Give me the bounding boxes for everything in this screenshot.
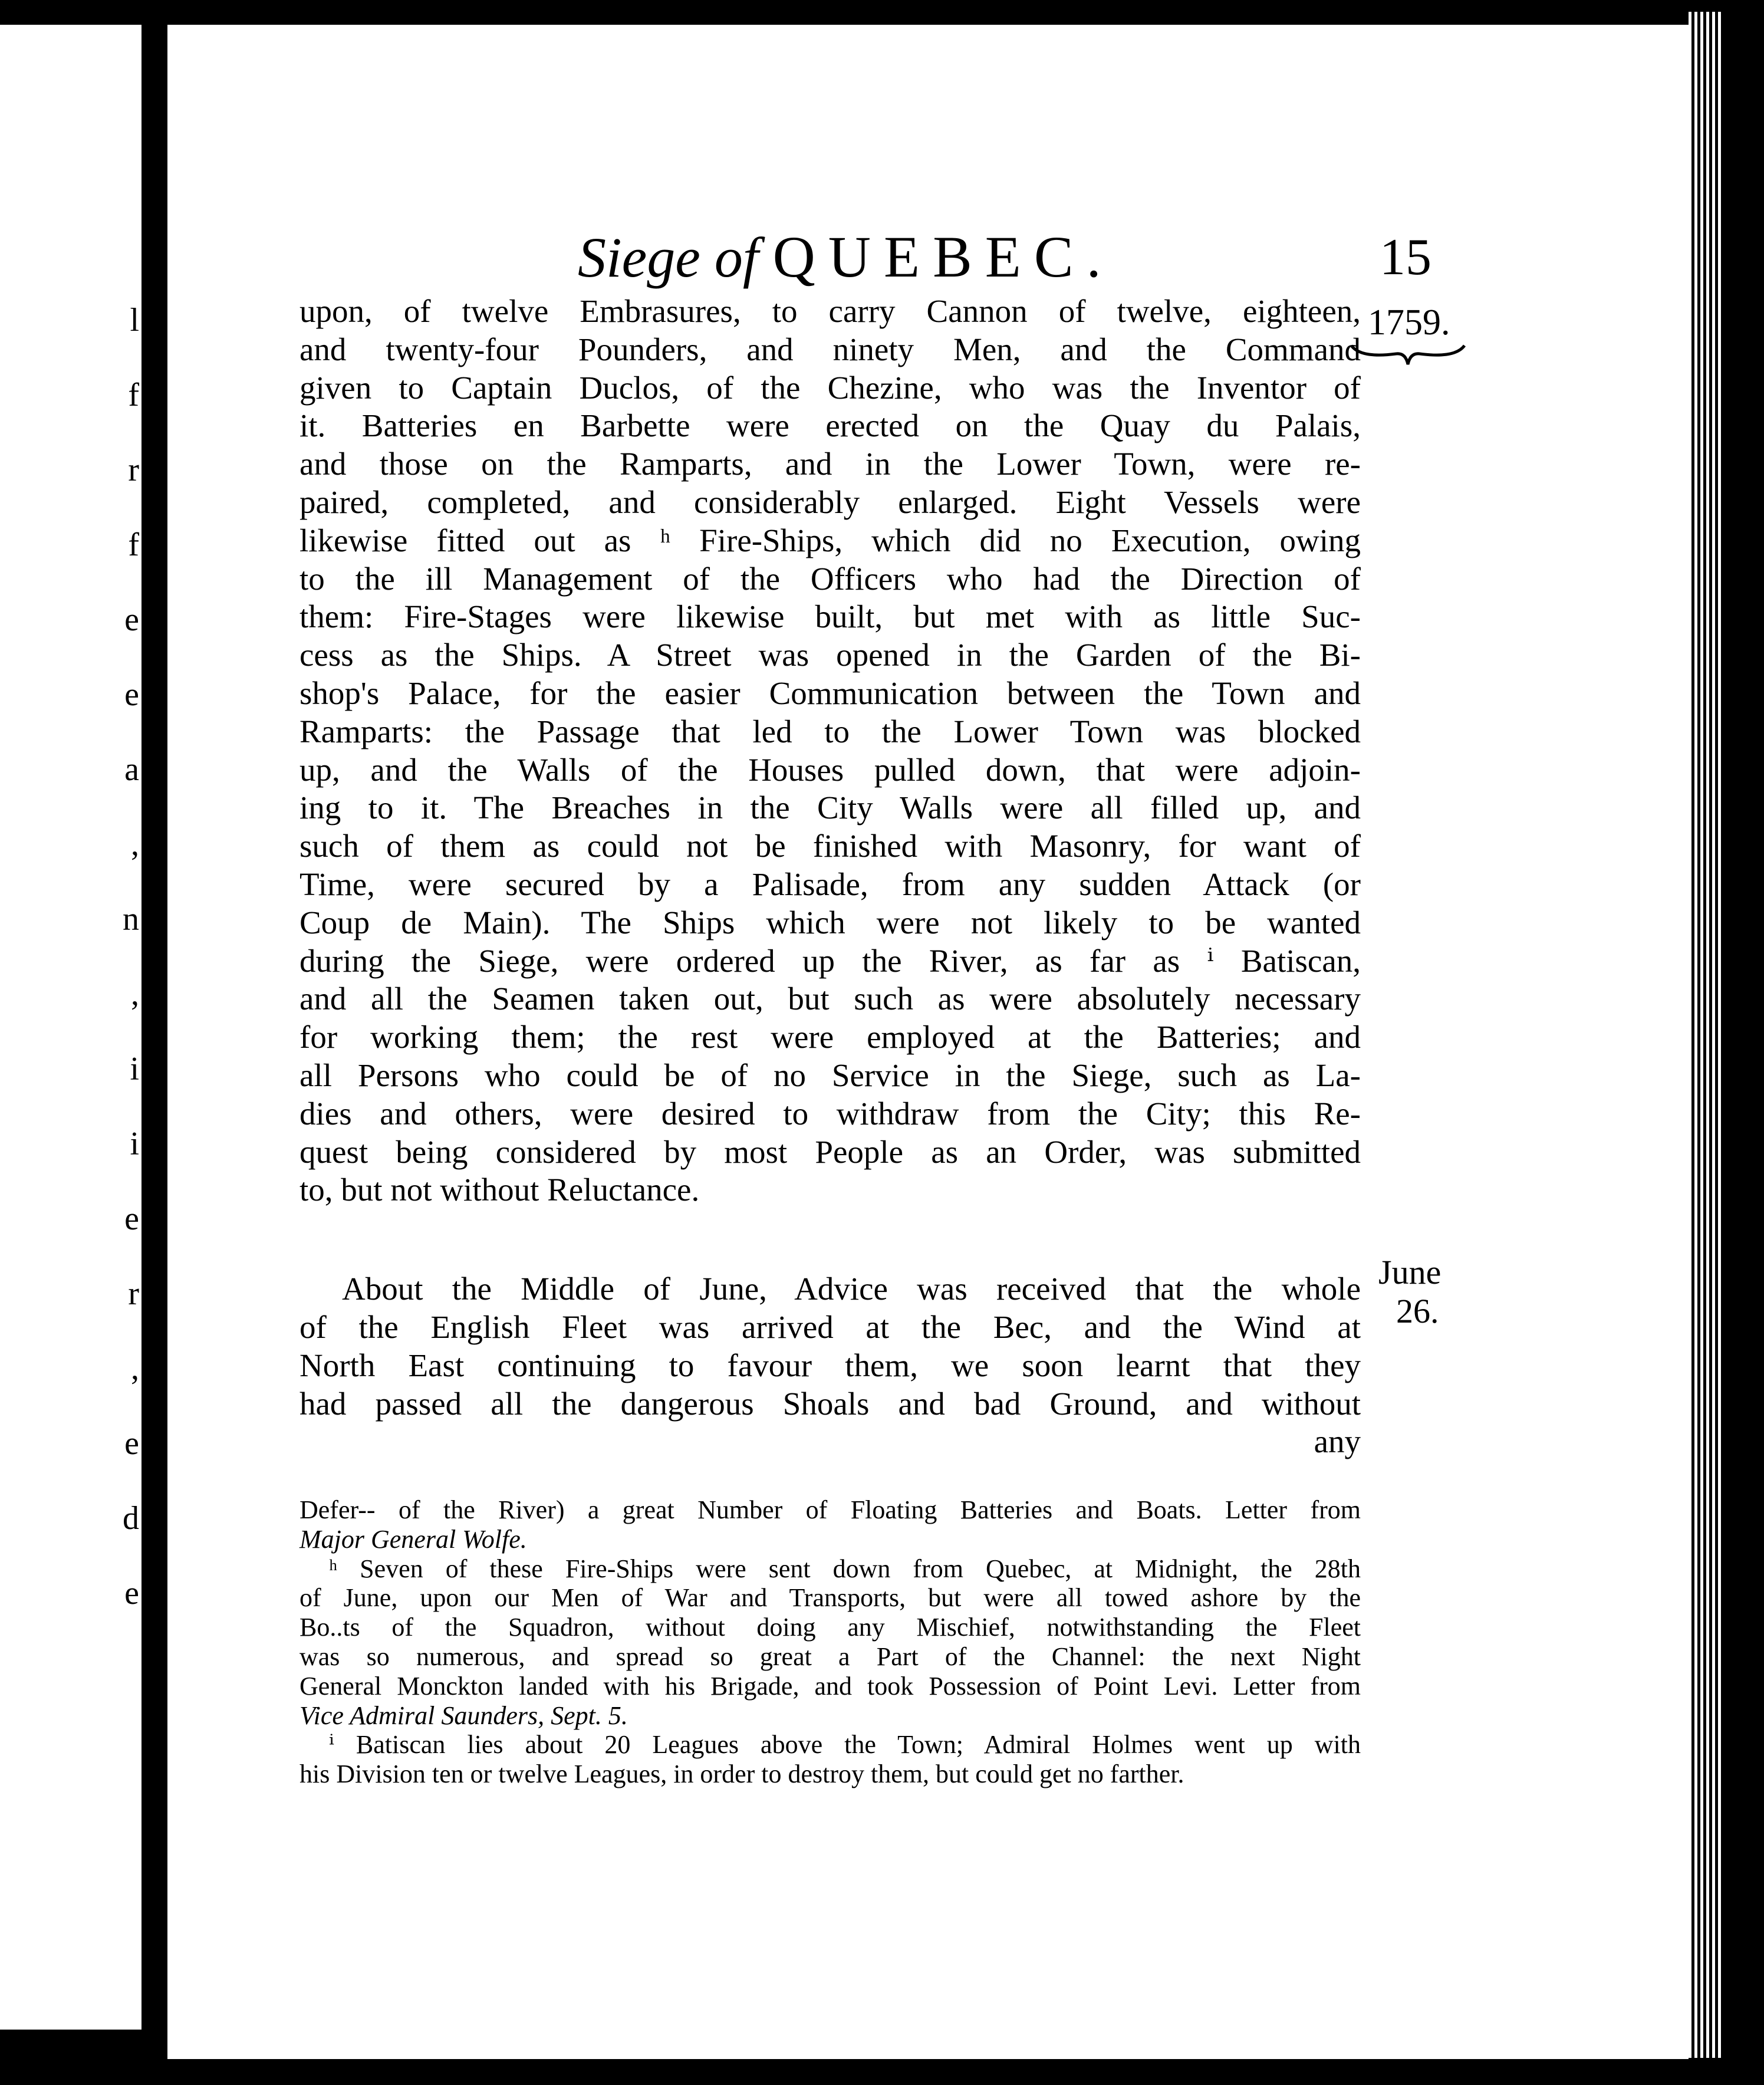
facing-page-letter: r	[128, 1275, 139, 1312]
facing-page-fragments	[116, 283, 139, 1631]
text-line: Ramparts: the Passage that led to the Lower Town was blocked	[300, 713, 1361, 749]
text-line: likewise fitted out as ʰ Fire-Ships, which did no Execution, owing	[300, 522, 1361, 558]
text-line: Time, were secured by a Palisade, from any sudden Attack (or	[300, 866, 1361, 902]
facing-page-letter: f	[128, 527, 139, 563]
facing-page-letter: e	[124, 1425, 139, 1462]
text-line: them: Fire-Stages were likewise built, but met with as little Suc-	[300, 598, 1361, 635]
text-line: such of them as could not be finished with Masonry, for want of	[300, 828, 1361, 864]
footnote-line: was so numerous, and spread so great a Part of the Channel: the next Night	[300, 1642, 1361, 1671]
text-line: About the Middle of June, Advice was received that the whole	[342, 1271, 1361, 1307]
text-line: had passed all the dangerous Shoals and bad Ground, and without	[300, 1385, 1361, 1422]
text-line: to, but not without Reluctance.	[300, 1172, 700, 1208]
facing-page-letter: n	[123, 901, 139, 938]
text-line: cess as the Ships. A Street was opened in the Garden of the Bi-	[300, 637, 1361, 673]
text-line: paired, completed, and considerably enlarged. Eight Vessels were	[300, 484, 1361, 520]
page-edges	[1689, 12, 1724, 2058]
facing-page-letter: l	[130, 302, 139, 338]
catchword: any	[1314, 1423, 1361, 1460]
facing-page-letter: e	[124, 601, 139, 638]
text-line: upon, of twelve Embrasures, to carry Cannon of twelve, eighteen,	[300, 293, 1361, 329]
footnotes	[300, 1495, 1361, 1789]
paragraph-2	[300, 1270, 1361, 1423]
body-text	[300, 292, 1361, 1461]
text-line: dies and others, were desired to withdraw from the City; this Re-	[300, 1095, 1361, 1132]
margin-year: 1759.	[1368, 302, 1450, 343]
text-line: and twenty-four Pounders, and ninety Men, and the Command	[300, 331, 1361, 367]
text-line: up, and the Walls of the Houses pulled down, that were adjoin-	[300, 751, 1361, 788]
facing-page-letter: i	[130, 1126, 139, 1162]
text-line: of the English Fleet was arrived at the Bec, and the Wind at	[300, 1308, 1361, 1345]
margin-date-day: 26.	[1396, 1292, 1439, 1330]
text-line: during the Siege, were ordered up the River, as far as ⁱ Batiscan,	[300, 942, 1361, 979]
text-line: and all the Seamen taken out, but such as were absolutely necessary	[300, 981, 1361, 1017]
text-line: North East continuing to favour them, we soon learnt that they	[300, 1347, 1361, 1383]
text-line: it. Batteries en Barbette were erected on the Quay du Palais,	[300, 407, 1361, 444]
facing-page-letter: a	[124, 751, 139, 788]
text-line: shop's Palace, for the easier Communication between the Town and	[300, 675, 1361, 711]
footnote-line: ⁱ Batiscan lies about 20 Leagues above the Town; Admiral Holmes went up with	[329, 1730, 1361, 1760]
footnote-line: ʰ Seven of these Fire-Ships were sent down from Quebec, at Midnight, the 28th	[329, 1554, 1361, 1583]
facing-page-letter: e	[124, 1575, 139, 1612]
page-number: 15	[1380, 229, 1431, 286]
text-line: to the ill Management of the Officers who had the Direction of	[300, 560, 1361, 597]
facing-page-letter: ,	[131, 1350, 139, 1387]
text-line: for working them; the rest were employed at the Batteries; and	[300, 1019, 1361, 1055]
running-head-prefix: Siege of	[578, 226, 759, 289]
footnote-line: Bo..ts of the Squadron, without doing any Mischief, notwithstanding the Fleet	[300, 1613, 1361, 1642]
running-head	[578, 223, 1114, 291]
facing-page-letter: e	[124, 1201, 139, 1237]
facing-page-letter: r	[128, 452, 139, 488]
book-gutter	[141, 0, 167, 2085]
facing-page-letter: ,	[131, 826, 139, 863]
footnote-line: his Division ten or twelve Leagues, in order to destroy them, but could get no farther.	[300, 1760, 1184, 1789]
text-line: quest being considered by most People as an Order, was submitted	[300, 1133, 1361, 1170]
text-line: Coup de Main). The Ships which were not likely to be wanted	[300, 904, 1361, 940]
margin-date-month: June	[1378, 1253, 1442, 1291]
footnote-line: Vice Admiral Saunders, Sept. 5.	[300, 1701, 628, 1730]
margin-date	[1378, 1253, 1441, 1331]
footnote-line: General Monckton landed with his Brigade, and took Possession of Point Levi. Letter from	[300, 1671, 1361, 1701]
footnote-line: Major General Wolfe.	[300, 1524, 527, 1554]
text-line: ing to it. The Breaches in the City Walls were all filled up, and	[300, 790, 1361, 826]
facing-page-letter: e	[124, 676, 139, 713]
text-line: and those on the Ramparts, and in the Lower Town, were re-	[300, 446, 1361, 482]
margin-brace-icon	[1349, 341, 1467, 370]
footnote-line: of June, upon our Men of War and Transports, but were all towed ashore by the	[300, 1583, 1361, 1613]
facing-page-letter: f	[128, 377, 139, 413]
text-line: given to Captain Duclos, of the Chezine, who was the Inventor of	[300, 369, 1361, 406]
facing-page-letter: ,	[131, 976, 139, 1012]
facing-page-letter: i	[130, 1051, 139, 1087]
paragraph-1	[300, 292, 1361, 1209]
running-head-title: QUEBEC.	[772, 224, 1114, 290]
facing-page-letter: d	[123, 1500, 139, 1537]
footnote-line: Defer-- of the River) a great Number of Floating Batteries and Boats. Letter from	[300, 1495, 1361, 1524]
text-line: all Persons who could be of no Service in the Siege, such as La-	[300, 1057, 1361, 1093]
